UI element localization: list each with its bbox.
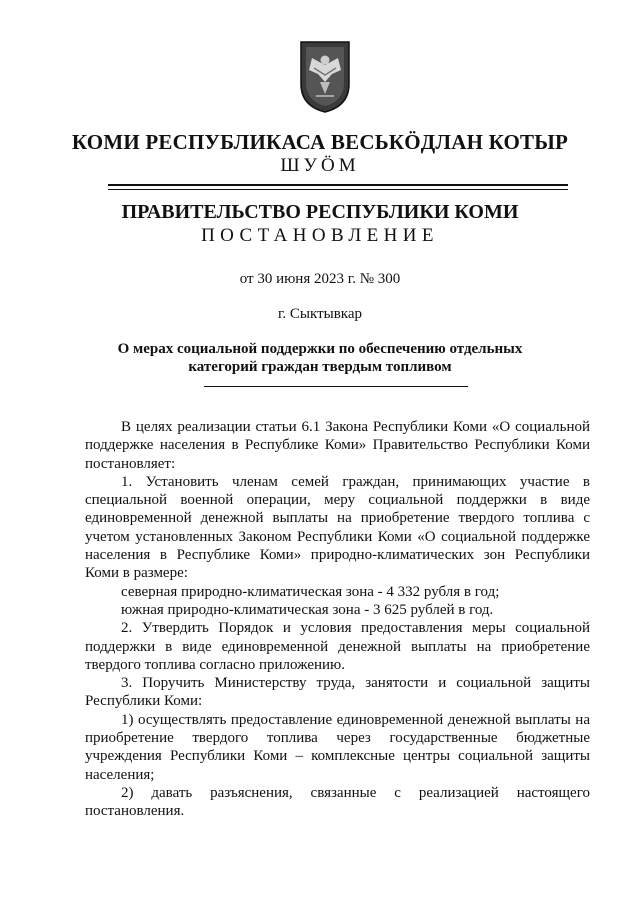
title-underline <box>204 386 468 387</box>
paragraph-intro: В целях реализации статьи 6.1 Закона Республики Коми «О социальной поддержке населения в Республике Коми» Правительство Республики Коми постановляет: <box>85 419 590 472</box>
document-body <box>85 418 590 821</box>
komi-document-type: ШУӦМ <box>280 155 360 176</box>
document-type: ПОСТАНОВЛЕНИЕ <box>201 225 439 246</box>
header-divider-thick <box>108 184 568 186</box>
document-city: г. Сыктывкар <box>277 306 363 322</box>
government-title: ПРАВИТЕЛЬСТВО РЕСПУБЛИКИ КОМИ <box>121 201 519 223</box>
paragraph-item-1-north: северная природно-климатическая зона - 4 332 рубля в год; <box>121 583 500 600</box>
paragraph-item-3-1: 1) осуществлять предоставление единовременной денежной выплаты на приобретение твердого топлива через государственные бюджетные учреждения Республики Коми – комплексные центры социальной защиты населения; <box>85 711 590 783</box>
document-title-line-2: категорий граждан твердым топливом <box>188 359 452 375</box>
document-date: от 30 июня 2023 г. № 300 <box>239 271 401 287</box>
header-divider-thin <box>108 189 568 190</box>
paragraph-item-1-south: южная природно-климатическая зона - 3 625 рублей в год. <box>121 601 494 618</box>
document-title-line-1: О мерах социальной поддержки по обеспечению отдельных <box>117 341 523 357</box>
paragraph-item-3-2: 2) давать разъяснения, связанные с реализацией настоящего постановления. <box>85 784 590 820</box>
paragraph-item-3: 3. Поручить Министерству труда, занятости и социальной защиты Республики Коми: <box>85 675 590 710</box>
coat-of-arms-emblem <box>298 38 352 114</box>
paragraph-item-2: 2. Утвердить Порядок и условия предоставления меры социальной поддержки в виде единовременной денежной выплаты на приобретение твердого топлива согласно приложению. <box>85 620 590 673</box>
paragraph-item-1: 1. Установить членам семей граждан, принимающих участие в специальной военной операции, меру социальной поддержки в виде единовременной денежной выплаты на приобретение твердого топлива с учетом установленных Законом Республики Коми «О социальной поддержке населения в Республике Коми» природно-климатических зон Республики Коми в размере: <box>85 473 590 582</box>
komi-government-title: КОМИ РЕСПУБЛИКАСА ВЕСЬКӦДЛАН КОТЫР <box>71 130 569 154</box>
